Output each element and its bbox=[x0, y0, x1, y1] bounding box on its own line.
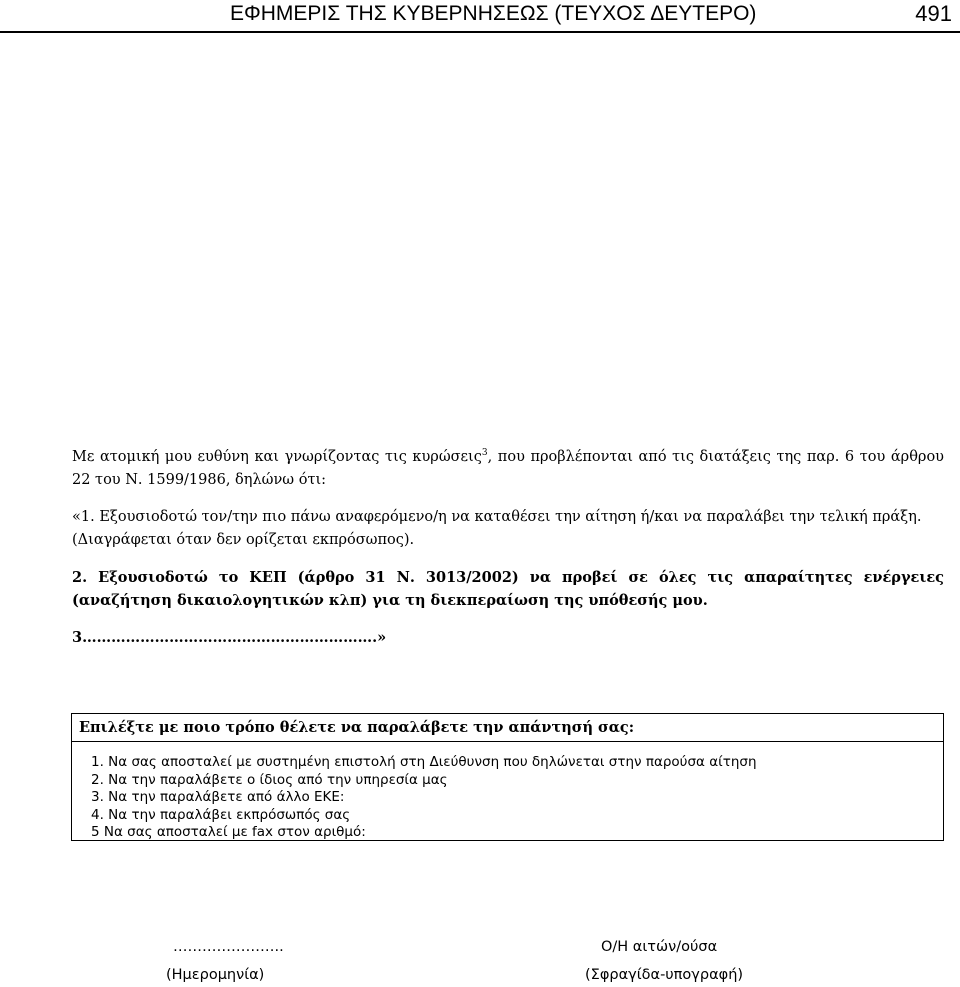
response-option-3: 3. Να την παραλάβετε από άλλο ΕΚΕ: bbox=[91, 789, 345, 805]
response-options-list bbox=[91, 754, 757, 842]
response-option-2: 2. Να την παραλάβετε ο ίδιος από την υπηρεσία μας bbox=[91, 771, 448, 788]
stamp-signature-label: (Σφραγίδα-υπογραφή) bbox=[585, 967, 744, 983]
gazette-title: ΕΦΗΜΕΡΙΣ ΤΗΣ ΚΥΒΕΡΝΗΣΕΩΣ (ΤΕΥΧΟΣ ΔΕΥΤΕΡΟ) bbox=[230, 2, 757, 25]
date-label: (Ημερομηνία) bbox=[166, 967, 265, 983]
applicant-label: Ο/Η αιτών/ούσα bbox=[601, 939, 718, 955]
declaration-intro bbox=[72, 446, 944, 492]
response-option-4: 4. Να την παραλάβει εκπρόσωπός σας bbox=[91, 806, 351, 823]
response-option-5: 5 Να σας αποσταλεί με fax στον αριθμό: bbox=[91, 824, 366, 840]
declaration-item-1: «1. Εξουσιοδοτώ τον/την πιο πάνω αναφερόμενο/η να καταθέσει την αίτηση ή/και να παραλάβει την τελική πράξη. (Διαγράφεται όταν δεν ορίζεται εκπρόσωπος). bbox=[72, 509, 922, 548]
declaration-intro-text-cont: , που προβλέπονται από τις διατάξεις της παρ. 6 του άρθρου 22 του Ν. 1599/1986, δηλώνω ότι: bbox=[72, 449, 944, 488]
page-header bbox=[0, 0, 960, 33]
footnote-ref: 3 bbox=[481, 448, 488, 459]
response-method-title: Επιλέξτε με ποιο τρόπο θέλετε να παραλάβετε την απάντησή σας: bbox=[72, 714, 943, 742]
response-option-1: 1. Να σας αποσταλεί με συστημένη επιστολή στη Διεύθυνση που δηλώνεται στην παρούσα αίτηση bbox=[91, 754, 757, 770]
declaration-intro-text: Με ατομική μου ευθύνη και γνωρίζοντας τις κυρώσεις bbox=[72, 449, 482, 465]
declaration-item-2: 2. Εξουσιοδοτώ το ΚΕΠ (άρθρο 31 Ν. 3013/2002) να προβεί σε όλες τις απαραίτητες ενέργειες (αναζήτηση δικαιολογητικών κλπ) για τη διεκπεραίωση της υπόθεσής μου. bbox=[72, 569, 944, 609]
declaration-item-3: 3…………………………………………………….» bbox=[72, 629, 387, 646]
date-placeholder: ………………….. bbox=[173, 939, 284, 955]
response-method-box bbox=[71, 713, 944, 841]
page-number: 491 bbox=[915, 1, 952, 26]
